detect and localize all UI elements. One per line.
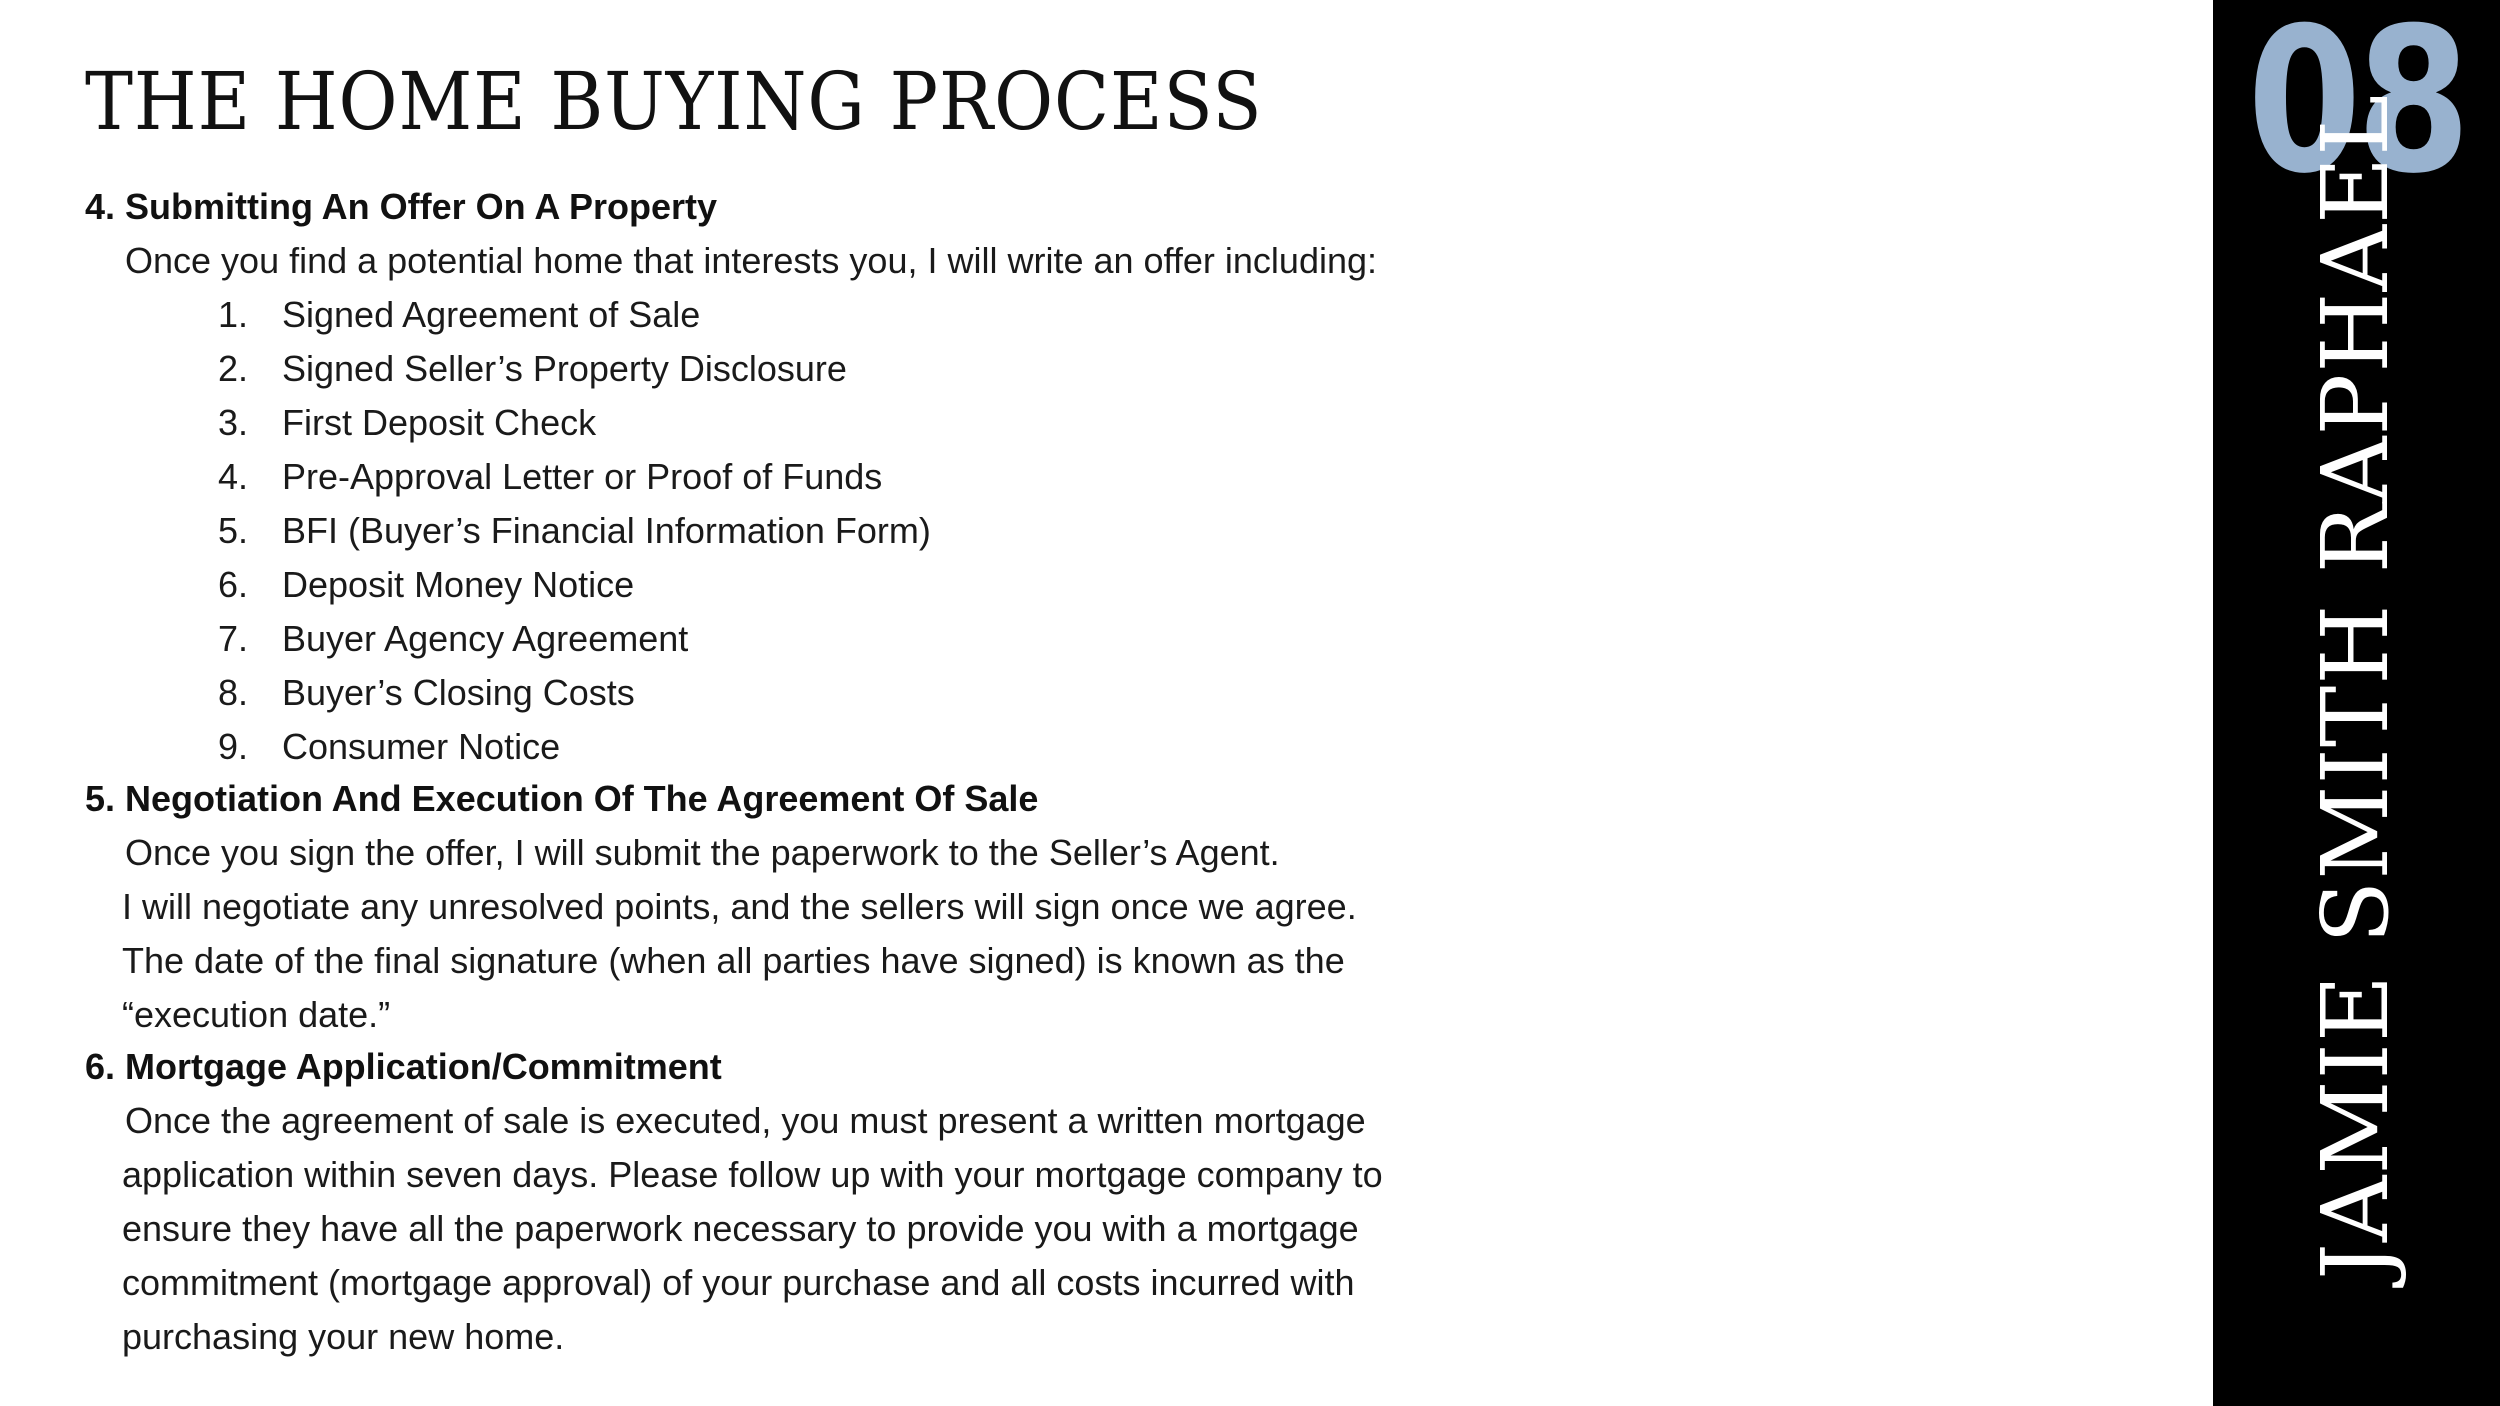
list-item-number: 2. — [217, 348, 248, 389]
list-item-number: 9. — [217, 726, 248, 767]
list-item-number: 7. — [217, 618, 248, 659]
paragraph-line: commitment (mortgage approval) of your purchase and all costs incurred with — [122, 1262, 1355, 1303]
page-number: 08 — [2247, 0, 2466, 218]
paragraph-line: ensure they have all the paperwork necessary to provide you with a mortgage — [122, 1208, 1359, 1249]
list-item-number: 8. — [217, 672, 248, 713]
list-item-text: First Deposit Check — [282, 402, 597, 443]
paragraph-line: purchasing your new home. — [122, 1316, 565, 1357]
list-item-text: Pre-Approval Letter or Proof of Funds — [282, 456, 883, 497]
list-item-text: Deposit Money Notice — [282, 564, 635, 605]
paragraph-line: I will negotiate any unresolved points, and the sellers will sign once we agree. — [122, 886, 1357, 927]
section-intro: Once you find a potential home that interests you, I will write an offer including: — [125, 240, 1378, 281]
section-heading: 6. Mortgage Application/Commitment — [85, 1046, 722, 1087]
sidebar — [2213, 0, 2500, 1406]
paragraph-line: “execution date.” — [122, 994, 391, 1035]
paragraph-line: application within seven days. Please follow up with your mortgage company to — [122, 1154, 1383, 1195]
list-item-text: Buyer Agency Agreement — [282, 618, 689, 659]
paragraph-line: Once the agreement of sale is executed, you must present a written mortgage — [125, 1100, 1366, 1141]
author-name: JAMIE SMITH RAPHAEL — [2302, 93, 2409, 1280]
page-title: THE HOME BUYING PROCESS — [85, 55, 1263, 148]
list-item-number: 6. — [217, 564, 248, 605]
list-item-text: Consumer Notice — [282, 726, 561, 767]
list-item-number: 3. — [217, 402, 248, 443]
list-item-text: BFI (Buyer’s Financial Information Form) — [282, 510, 931, 551]
section-heading: 4. Submitting An Offer On A Property — [85, 186, 718, 227]
section-heading: 5. Negotiation And Execution Of The Agreement Of Sale — [85, 778, 1039, 819]
list-item-text: Signed Agreement of Sale — [282, 294, 701, 335]
list-item-text: Signed Seller’s Property Disclosure — [282, 348, 847, 389]
list-item-text: Buyer’s Closing Costs — [282, 672, 635, 713]
paragraph-line: Once you sign the offer, I will submit the paperwork to the Seller’s Agent. — [125, 832, 1280, 873]
list-item-number: 5. — [217, 510, 248, 551]
list-item-number: 4. — [217, 456, 248, 497]
paragraph-line: The date of the final signature (when all parties have signed) is known as the — [122, 940, 1345, 981]
list-item-number: 1. — [217, 294, 248, 335]
